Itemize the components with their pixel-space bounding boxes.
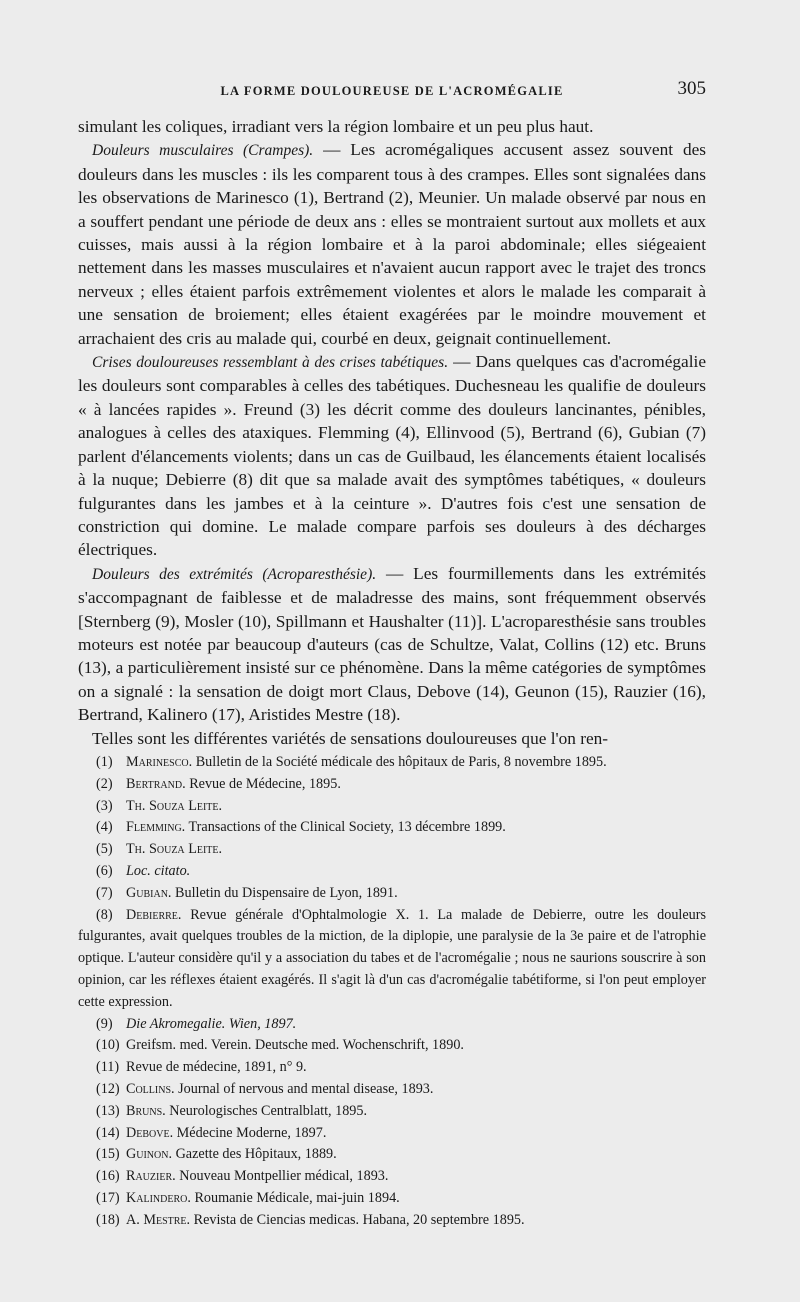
footnote: (16) Rauzier. Nouveau Montpellier médical, 1893. bbox=[96, 1168, 389, 1185]
footnote: (7) Gubian. Bulletin du Dispensaire de Lyon, 1891. bbox=[96, 884, 398, 901]
footnote: (8) Debierre. Revue générale d'Ophtalmologie X. 1. La malade de Debierre, outre les douleurs fulgurantes, avait quelques troubles de la miction, de la diplopie, une paralysie de la 3e paire et de l'atrophie optique. L'auteur considère qu'il y a association du tabes et de l'acromégalie ; nous ne saurions souscrire à son opinion, car les réflexes étaient exagérés. Il s'agit là d'un cas d'acromégalie tabétiforme, si l'on peut employer cette expression. bbox=[78, 906, 706, 1010]
footnote: (13) Bruns. Neurologisches Centralblatt, 1895. bbox=[96, 1102, 368, 1119]
paragraph-continuation: simulant les coliques, irradiant vers la région lombaire et un peu plus haut. bbox=[78, 117, 594, 136]
footnote: (5) Th. Souza Leite. bbox=[96, 841, 223, 858]
paragraph-extremities bbox=[78, 562, 706, 727]
paragraph-text: — Dans quelques cas d'acromégalie les douleurs sont comparables à celles des tabétiques. Duchesneau les qualifie de douleurs « à lancées rapides ». Freund (3) les décrit comme des douleurs lancinantes, pénibles, analogues à celles des ataxiques. Flemming (4), Ellinvood (5), Bertrand (6), Gubian (7) parlent d'élancements violents; dans un cas de Guilbaud, les élancements étaient localisés à la nuque; Debierre (8) dit que sa malade avait des symptômes tabétiques, « douleurs fulgurantes dans les jambes et à la ceinture ». D'autres fois c'est une sensation de constriction qui domine. Le malade compare parfois ses douleurs à des décharges électriques. bbox=[78, 352, 707, 560]
page-header bbox=[78, 76, 706, 106]
footnote: (2) Bertrand. Revue de Médecine, 1895. bbox=[96, 775, 341, 792]
paragraph-tabetic-crises bbox=[78, 350, 706, 562]
footnotes bbox=[78, 752, 706, 1232]
page-number: 305 bbox=[677, 78, 706, 99]
footnote: (14) Debove. Médecine Moderne, 1897. bbox=[96, 1124, 327, 1141]
footnote: (12) Collins. Journal of nervous and mental disease, 1893. bbox=[96, 1080, 434, 1097]
paragraph-text: — Les acromégaliques accusent assez souvent des douleurs dans les muscles : ils les comparent tous à des crampes. Elles sont signalées dans les observations de Marinesco (1), Bertrand (2), Meunier. Un malade observé par nous en a souffert pendant une période de deux ans : elles se montraient surtout aux mollets et aux cuisses, mais aussi à la région lombaire et à la paroi abdominale; elles siégeaient nettement dans les masses musculaires et n'avaient aucun rapport avec le trajet des troncs nerveux ; elles étaient parfois extrêmement violentes et alors le malade les comparait à une sensation de broiement; elles étaient exagérées par le moindre mouvement et arrachaient des cris au malade qui, courbé en deux, geignait continuellement. bbox=[78, 140, 706, 348]
footnote: (9) Die Akromegalie. Wien, 1897. bbox=[96, 1015, 297, 1032]
paragraph-text: — Les fourmillements dans les extrémités s'accompagnant de faiblesse et de maladresse des mains, sont fréquemment observés [Sternberg (9), Mosler (10), Spillmann et Haushalter (11)]. L'acroparesthésie sans troubles moteurs est notée par beaucoup d'auteurs (cas de Schultze, Valat, Collins (12) etc. Bruns (13), a particulièrement insisté sur ce phénomène. Dans la même catégories de symptômes on a signalé : la sensation de doigt mort Claus, Debove (14), Geunon (15), Rauzier (16), Bertrand, Kalinero (17), Aristides Mestre (18). bbox=[78, 563, 707, 725]
footnote: (1) Marinesco. Bulletin de la Société médicale des hôpitaux de Paris, 8 novembre 1895. bbox=[96, 754, 607, 770]
footnote: (10) Greifsm. med. Verein. Deutsche med. Wochenschrift, 1890. bbox=[96, 1037, 464, 1054]
footnote: (6) Loc. citato. bbox=[96, 862, 191, 879]
paragraph-closing: Telles sont les différentes variétés de sensations douloureuses que l'on ren- bbox=[92, 728, 609, 748]
main-text bbox=[78, 115, 706, 750]
footnote: (18) A. Mestre. Revista de Ciencias medicas. Habana, 20 septembre 1895. bbox=[96, 1211, 525, 1228]
footnote: (11) Revue de médecine, 1891, n° 9. bbox=[96, 1059, 307, 1076]
footnote: (3) Th. Souza Leite. bbox=[96, 797, 223, 814]
section-title-extremities: Douleurs des extrémités (Acroparesthésie). bbox=[92, 565, 377, 583]
section-title-tabetic-crises: Crises douloureuses ressemblant à des crises tabétiques. bbox=[92, 354, 449, 372]
footnote: (17) Kalindero. Roumanie Médicale, mai-juin 1894. bbox=[96, 1189, 400, 1206]
running-title: LA FORME DOULOUREUSE DE L'ACROMÉGALIE bbox=[220, 84, 564, 98]
paragraph-muscular-pain bbox=[78, 138, 706, 350]
footnote: (4) Flemming. Transactions of the Clinical Society, 13 décembre 1899. bbox=[96, 819, 506, 836]
section-title-muscular-pain: Douleurs musculaires (Crampes). bbox=[92, 142, 314, 160]
footnote: (15) Guinon. Gazette des Hôpitaux, 1889. bbox=[96, 1146, 337, 1163]
